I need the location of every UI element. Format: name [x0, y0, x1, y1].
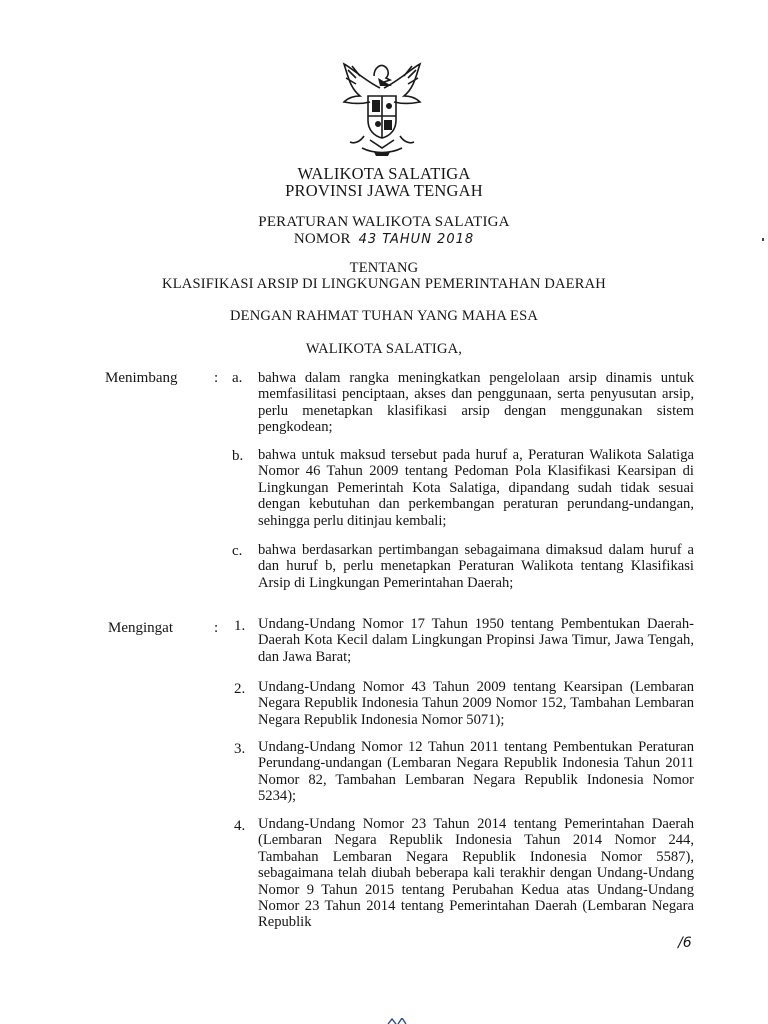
regulation-title: KLASIFIKASI ARSIP DI LINGKUNGAN PEMERINTAHAN DAERAH: [162, 276, 606, 292]
mengingat-label: Mengingat: [108, 620, 173, 636]
mengingat-item-1: Undang-Undang Nomor 17 Tahun 1950 tentang Pembentukan Daerah-Daerah Kota Kecil dalam Lingkungan Propinsi Jawa Timur, Jawa Tengah, dan Jawa Barat;: [258, 616, 694, 665]
menimbang-label: Menimbang: [105, 370, 178, 386]
initial-paraf: /6: [678, 935, 692, 951]
mengingat-item-2: Undang-Undang Nomor 43 Tahun 2009 tentang Kearsipan (Lembaran Negara Republik Indonesia Tahun 2009 Nomor 152, Tambahan Lembaran Negara Republik Indonesia Nomor 5071);: [258, 679, 694, 728]
city-heading: WALIKOTA SALATIGA: [297, 164, 471, 183]
number-handwritten: 43 TAHUN 2018: [358, 232, 475, 247]
regulation-type: PERATURAN WALIKOTA SALATIGA: [258, 214, 510, 230]
province-heading: PROVINSI JAWA TENGAH: [285, 181, 483, 200]
mengingat-item-3: Undang-Undang Nomor 12 Tahun 2011 tentang Pembentukan Peraturan Perundang-undangan (Lembaran Negara Republik Indonesia Tahun 2011 Nomor 82, Tambahan Lembaran Negara Republik Indonesia Nomor 5234);: [258, 739, 694, 805]
mengingat-marker-4: 4.: [234, 818, 246, 834]
menimbang-item-b: bahwa untuk maksud tersebut pada huruf a, Peraturan Walikota Salatiga Nomor 46 Tahun 2009 tentang Pedoman Pola Klasifikasi Kearsipan di Lingkungan Pemerintah Kota Salatiga, dipandang sudah tidak sesuai dengan kebutuhan dan perkembangan peraturan perundang-undangan, sehingga perlu ditinjau kembali;: [258, 447, 694, 529]
about-heading: TENTANG: [349, 260, 419, 276]
mengingat-item-4: Undang-Undang Nomor 23 Tahun 2014 tentang Pemerintahan Daerah (Lembaran Negara Republik Indonesia Tahun 2014 Nomor 244, Tambahan Lembaran Negara Republik Indonesia Nomor 5587), sebagaimana telah diubah beberapa kali terakhir dengan Undang-Undang Nomor 9 Tahun 2015 tentang Perubahan Kedua atas Undang-Undang Nomor 23 Tahun 2014 tentang Pemerintahan Daerah (Lembaran Negara Republik: [258, 816, 694, 931]
menimbang-colon: :: [214, 370, 219, 386]
garuda-emblem-icon: [334, 58, 430, 158]
menimbang-marker-b: b.: [232, 448, 244, 464]
mengingat-marker-3: 3.: [234, 741, 246, 757]
regulation-number: [0, 231, 768, 248]
menimbang-marker-a: a.: [232, 370, 243, 386]
number-label: NOMOR: [293, 231, 351, 247]
menimbang-item-c: bahwa berdasarkan pertimbangan sebagaimana dimaksud dalam huruf a dan huruf b, perlu menetapkan Peraturan Walikota tentang Klasifikasi Arsip di Lingkungan Pemerintahan Daerah;: [258, 542, 694, 591]
menimbang-item-a: bahwa dalam rangka meningkatkan pengelolaan arsip dinamis untuk memfasilitasi penciptaan, akses dan penggunaan, serta penyusutan arsip, perlu menetapkan klasifikasi arsip dengan menggunakan sistem pengkodean;: [258, 370, 694, 436]
page-edge-mark-icon: [386, 1018, 408, 1024]
blessing-line: DENGAN RAHMAT TUHAN YANG MAHA ESA: [229, 308, 539, 324]
mengingat-marker-2: 2.: [234, 681, 246, 697]
mengingat-marker-1: 1.: [234, 618, 246, 634]
mengingat-colon: :: [214, 620, 219, 636]
mayor-line: WALIKOTA SALATIGA,: [305, 341, 463, 357]
scan-speck: [762, 238, 764, 241]
menimbang-marker-c: c.: [232, 543, 243, 559]
